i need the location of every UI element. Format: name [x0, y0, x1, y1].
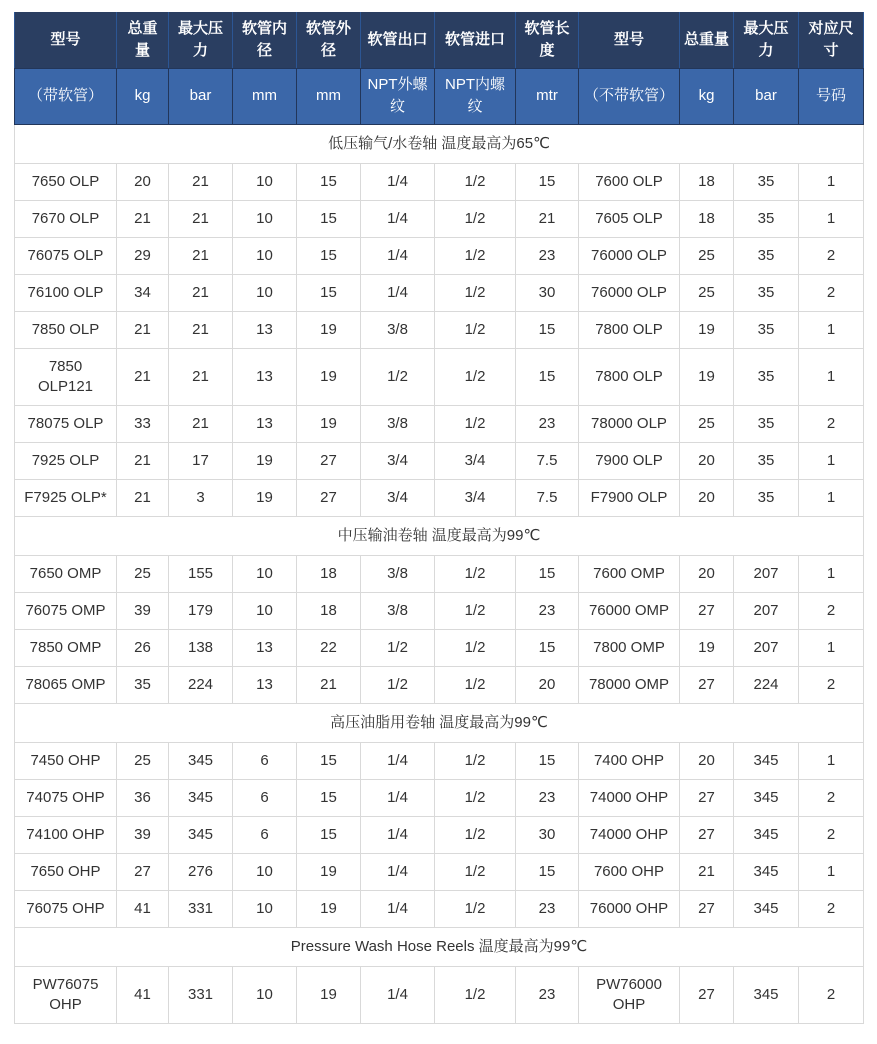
value-cell: 1 [799, 442, 864, 479]
column-unit-npt-male: NPT外螺纹 [361, 68, 435, 124]
value-cell: 15 [297, 200, 361, 237]
value-cell: 27 [680, 779, 734, 816]
value-cell: 18 [680, 200, 734, 237]
value-cell: 39 [117, 816, 169, 853]
value-cell: 21 [680, 853, 734, 890]
value-cell: 1/2 [435, 163, 516, 200]
value-cell: 10 [233, 966, 297, 1023]
value-cell: 15 [516, 629, 579, 666]
value-cell: 1/2 [435, 311, 516, 348]
value-cell: 3/4 [435, 479, 516, 516]
model-cell: 78000 OLP [579, 405, 680, 442]
model-cell: 76000 OHP [579, 890, 680, 927]
value-cell: 23 [516, 779, 579, 816]
value-cell: 29 [117, 237, 169, 274]
model-cell: 74100 OHP [15, 816, 117, 853]
value-cell: 21 [169, 348, 233, 405]
model-cell: F7900 OLP [579, 479, 680, 516]
value-cell: 345 [734, 853, 799, 890]
value-cell: 18 [297, 555, 361, 592]
value-cell: 10 [233, 890, 297, 927]
header-row-titles [15, 12, 864, 68]
value-cell: 41 [117, 890, 169, 927]
value-cell: 3/4 [361, 442, 435, 479]
spec-row [15, 405, 864, 442]
model-cell: 76075 OHP [15, 890, 117, 927]
value-cell: 6 [233, 742, 297, 779]
value-cell: 276 [169, 853, 233, 890]
value-cell: 1 [799, 348, 864, 405]
value-cell: 23 [516, 592, 579, 629]
model-cell: F7925 OLP* [15, 479, 117, 516]
value-cell: 35 [734, 479, 799, 516]
value-cell: 21 [169, 311, 233, 348]
section-title: Pressure Wash Hose Reels 温度最高为99℃ [15, 927, 864, 966]
value-cell: 19 [680, 629, 734, 666]
value-cell: 27 [680, 890, 734, 927]
value-cell: 27 [680, 592, 734, 629]
value-cell: 1/4 [361, 966, 435, 1023]
column-unit-bar-2: bar [734, 68, 799, 124]
value-cell: 19 [297, 966, 361, 1023]
value-cell: 10 [233, 163, 297, 200]
column-header-hose-inner-diameter: 软管内径 [233, 12, 297, 68]
value-cell: 224 [734, 666, 799, 703]
value-cell: 10 [233, 592, 297, 629]
spec-row [15, 274, 864, 311]
value-cell: 1/2 [435, 237, 516, 274]
value-cell: 2 [799, 405, 864, 442]
value-cell: 1/4 [361, 816, 435, 853]
model-cell: 78075 OLP [15, 405, 117, 442]
value-cell: 1 [799, 311, 864, 348]
model-cell: 76000 OLP [579, 237, 680, 274]
spec-row [15, 442, 864, 479]
value-cell: 13 [233, 405, 297, 442]
value-cell: 13 [233, 348, 297, 405]
value-cell: 21 [297, 666, 361, 703]
value-cell: 1/2 [435, 966, 516, 1023]
model-cell: 7605 OLP [579, 200, 680, 237]
value-cell: 35 [734, 405, 799, 442]
value-cell: 1/4 [361, 853, 435, 890]
model-cell: 7400 OHP [579, 742, 680, 779]
value-cell: 1/2 [435, 666, 516, 703]
value-cell: 25 [680, 405, 734, 442]
model-cell: 7800 OMP [579, 629, 680, 666]
value-cell: 15 [297, 163, 361, 200]
model-cell: 7650 OMP [15, 555, 117, 592]
value-cell: 345 [734, 890, 799, 927]
spec-row [15, 348, 864, 405]
value-cell: 1 [799, 163, 864, 200]
value-cell: 23 [516, 405, 579, 442]
column-header-model-without-hose: 型号 [579, 12, 680, 68]
model-cell: 78065 OMP [15, 666, 117, 703]
value-cell: 207 [734, 592, 799, 629]
value-cell: 331 [169, 966, 233, 1023]
value-cell: 15 [297, 274, 361, 311]
value-cell: 35 [734, 442, 799, 479]
value-cell: 26 [117, 629, 169, 666]
value-cell: 20 [680, 742, 734, 779]
value-cell: 20 [680, 442, 734, 479]
value-cell: 21 [516, 200, 579, 237]
spec-row [15, 666, 864, 703]
value-cell: 19 [233, 479, 297, 516]
value-cell: 39 [117, 592, 169, 629]
value-cell: 21 [169, 237, 233, 274]
column-header-max-pressure: 最大压力 [169, 12, 233, 68]
column-unit-mtr: mtr [516, 68, 579, 124]
value-cell: 15 [297, 816, 361, 853]
value-cell: 20 [516, 666, 579, 703]
column-unit-mm-inner: mm [233, 68, 297, 124]
value-cell: 3/8 [361, 592, 435, 629]
value-cell: 35 [734, 200, 799, 237]
model-cell: 7600 OHP [579, 853, 680, 890]
value-cell: 345 [169, 779, 233, 816]
value-cell: 13 [233, 666, 297, 703]
value-cell: 1/2 [361, 629, 435, 666]
value-cell: 18 [680, 163, 734, 200]
value-cell: 1/4 [361, 163, 435, 200]
value-cell: 2 [799, 592, 864, 629]
value-cell: 7.5 [516, 442, 579, 479]
value-cell: 23 [516, 237, 579, 274]
model-cell: PW76075 OHP [15, 966, 117, 1023]
value-cell: 25 [117, 555, 169, 592]
value-cell: 1/4 [361, 890, 435, 927]
value-cell: 3/8 [361, 405, 435, 442]
value-cell: 23 [516, 890, 579, 927]
value-cell: 35 [734, 163, 799, 200]
spec-row [15, 816, 864, 853]
value-cell: 27 [297, 479, 361, 516]
model-cell: 7600 OLP [579, 163, 680, 200]
value-cell: 10 [233, 274, 297, 311]
value-cell: 19 [297, 890, 361, 927]
value-cell: 1 [799, 479, 864, 516]
value-cell: 2 [799, 890, 864, 927]
section-title-row [15, 516, 864, 555]
value-cell: 1 [799, 200, 864, 237]
column-unit-bar: bar [169, 68, 233, 124]
column-unit-with-hose: （带软管） [15, 68, 117, 124]
value-cell: 25 [117, 742, 169, 779]
header-row-units [15, 68, 864, 124]
value-cell: 1/2 [435, 200, 516, 237]
spec-row [15, 592, 864, 629]
value-cell: 18 [297, 592, 361, 629]
column-header-hose-length: 软管长度 [516, 12, 579, 68]
value-cell: 15 [297, 742, 361, 779]
value-cell: 13 [233, 311, 297, 348]
value-cell: 15 [516, 853, 579, 890]
model-cell: 7600 OMP [579, 555, 680, 592]
value-cell: 2 [799, 237, 864, 274]
value-cell: 15 [516, 311, 579, 348]
value-cell: 1/2 [435, 853, 516, 890]
value-cell: 1/2 [435, 592, 516, 629]
value-cell: 1/2 [435, 890, 516, 927]
spec-row [15, 163, 864, 200]
model-cell: PW76000 OHP [579, 966, 680, 1023]
value-cell: 19 [297, 311, 361, 348]
column-unit-kg: kg [117, 68, 169, 124]
model-cell: 76075 OLP [15, 237, 117, 274]
model-cell: 76100 OLP [15, 274, 117, 311]
column-header-max-pressure-2: 最大压力 [734, 12, 799, 68]
spec-row [15, 237, 864, 274]
value-cell: 1/2 [361, 348, 435, 405]
spec-row [15, 853, 864, 890]
value-cell: 27 [680, 666, 734, 703]
value-cell: 41 [117, 966, 169, 1023]
value-cell: 3/8 [361, 555, 435, 592]
value-cell: 345 [169, 816, 233, 853]
spec-row [15, 200, 864, 237]
value-cell: 15 [516, 163, 579, 200]
value-cell: 10 [233, 555, 297, 592]
value-cell: 2 [799, 816, 864, 853]
column-unit-kg-2: kg [680, 68, 734, 124]
hose-reel-spec-table [14, 12, 864, 1024]
value-cell: 6 [233, 779, 297, 816]
value-cell: 345 [734, 742, 799, 779]
value-cell: 1/2 [435, 742, 516, 779]
column-header-hose-outlet: 软管出口 [361, 12, 435, 68]
value-cell: 1/2 [435, 555, 516, 592]
column-header-size: 对应尺寸 [799, 12, 864, 68]
spec-row [15, 966, 864, 1023]
value-cell: 345 [734, 779, 799, 816]
value-cell: 17 [169, 442, 233, 479]
value-cell: 13 [233, 629, 297, 666]
value-cell: 15 [297, 779, 361, 816]
value-cell: 15 [516, 742, 579, 779]
value-cell: 35 [734, 274, 799, 311]
value-cell: 21 [169, 274, 233, 311]
value-cell: 345 [734, 966, 799, 1023]
value-cell: 3 [169, 479, 233, 516]
model-cell: 7670 OLP [15, 200, 117, 237]
column-header-total-weight: 总重量 [117, 12, 169, 68]
value-cell: 19 [680, 311, 734, 348]
value-cell: 1 [799, 742, 864, 779]
column-header-hose-outer-diameter: 软管外径 [297, 12, 361, 68]
model-cell: 74000 OHP [579, 816, 680, 853]
value-cell: 21 [117, 200, 169, 237]
spec-row [15, 890, 864, 927]
value-cell: 20 [680, 555, 734, 592]
value-cell: 15 [297, 237, 361, 274]
value-cell: 23 [516, 966, 579, 1023]
value-cell: 10 [233, 853, 297, 890]
value-cell: 10 [233, 200, 297, 237]
value-cell: 10 [233, 237, 297, 274]
model-cell: 76000 OLP [579, 274, 680, 311]
value-cell: 3/4 [435, 442, 516, 479]
value-cell: 1/2 [435, 779, 516, 816]
value-cell: 1/2 [435, 816, 516, 853]
section-title-row [15, 124, 864, 163]
value-cell: 1 [799, 629, 864, 666]
value-cell: 33 [117, 405, 169, 442]
spec-row [15, 779, 864, 816]
model-cell: 7450 OHP [15, 742, 117, 779]
value-cell: 20 [117, 163, 169, 200]
value-cell: 15 [516, 555, 579, 592]
value-cell: 207 [734, 555, 799, 592]
value-cell: 2 [799, 779, 864, 816]
model-cell: 7650 OLP [15, 163, 117, 200]
value-cell: 21 [169, 405, 233, 442]
value-cell: 138 [169, 629, 233, 666]
section-title-row [15, 703, 864, 742]
value-cell: 3/8 [361, 311, 435, 348]
column-header-model-with-hose: 型号 [15, 12, 117, 68]
column-header-total-weight-2: 总重量 [680, 12, 734, 68]
value-cell: 19 [297, 405, 361, 442]
value-cell: 1/4 [361, 237, 435, 274]
model-cell: 78000 OMP [579, 666, 680, 703]
value-cell: 1 [799, 555, 864, 592]
spec-row [15, 311, 864, 348]
value-cell: 30 [516, 816, 579, 853]
section-title: 中压输油卷轴 温度最高为99℃ [15, 516, 864, 555]
column-unit-size-number: 号码 [799, 68, 864, 124]
value-cell: 1/2 [435, 274, 516, 311]
spec-row [15, 629, 864, 666]
value-cell: 2 [799, 274, 864, 311]
value-cell: 21 [117, 311, 169, 348]
value-cell: 25 [680, 237, 734, 274]
value-cell: 21 [117, 348, 169, 405]
section-title: 低压输气/水卷轴 温度最高为65℃ [15, 124, 864, 163]
model-cell: 76000 OMP [579, 592, 680, 629]
value-cell: 36 [117, 779, 169, 816]
value-cell: 1/2 [435, 629, 516, 666]
value-cell: 155 [169, 555, 233, 592]
spec-row [15, 479, 864, 516]
model-cell: 74075 OHP [15, 779, 117, 816]
value-cell: 20 [680, 479, 734, 516]
spec-row [15, 555, 864, 592]
column-unit-without-hose: （不带软管） [579, 68, 680, 124]
value-cell: 15 [516, 348, 579, 405]
section-title-row [15, 927, 864, 966]
value-cell: 1/4 [361, 742, 435, 779]
model-cell: 74000 OHP [579, 779, 680, 816]
value-cell: 1/4 [361, 779, 435, 816]
value-cell: 207 [734, 629, 799, 666]
value-cell: 19 [680, 348, 734, 405]
value-cell: 27 [680, 966, 734, 1023]
model-cell: 7800 OLP [579, 311, 680, 348]
value-cell: 19 [297, 348, 361, 405]
value-cell: 25 [680, 274, 734, 311]
value-cell: 7.5 [516, 479, 579, 516]
section-title: 高压油脂用卷轴 温度最高为99℃ [15, 703, 864, 742]
value-cell: 345 [734, 816, 799, 853]
model-cell: 7925 OLP [15, 442, 117, 479]
model-cell: 7800 OLP [579, 348, 680, 405]
value-cell: 35 [734, 348, 799, 405]
model-cell: 7650 OHP [15, 853, 117, 890]
spec-row [15, 742, 864, 779]
value-cell: 35 [117, 666, 169, 703]
value-cell: 21 [169, 200, 233, 237]
value-cell: 331 [169, 890, 233, 927]
value-cell: 30 [516, 274, 579, 311]
value-cell: 6 [233, 816, 297, 853]
model-cell: 7900 OLP [579, 442, 680, 479]
value-cell: 345 [169, 742, 233, 779]
value-cell: 3/4 [361, 479, 435, 516]
model-cell: 7850 OMP [15, 629, 117, 666]
value-cell: 1/2 [361, 666, 435, 703]
value-cell: 35 [734, 237, 799, 274]
value-cell: 19 [233, 442, 297, 479]
value-cell: 1 [799, 853, 864, 890]
column-header-hose-inlet: 软管进口 [435, 12, 516, 68]
value-cell: 1/2 [435, 348, 516, 405]
model-cell: 76075 OMP [15, 592, 117, 629]
model-cell: 7850 OLP121 [15, 348, 117, 405]
value-cell: 27 [117, 853, 169, 890]
model-cell: 7850 OLP [15, 311, 117, 348]
value-cell: 1/4 [361, 200, 435, 237]
value-cell: 27 [297, 442, 361, 479]
value-cell: 21 [117, 479, 169, 516]
value-cell: 179 [169, 592, 233, 629]
column-unit-mm-outer: mm [297, 68, 361, 124]
spec-table-header [15, 12, 864, 124]
spec-table-body [15, 124, 864, 1023]
value-cell: 224 [169, 666, 233, 703]
value-cell: 27 [680, 816, 734, 853]
value-cell: 2 [799, 666, 864, 703]
value-cell: 35 [734, 311, 799, 348]
column-unit-npt-female: NPT内螺纹 [435, 68, 516, 124]
value-cell: 21 [169, 163, 233, 200]
value-cell: 22 [297, 629, 361, 666]
value-cell: 1/4 [361, 274, 435, 311]
value-cell: 2 [799, 966, 864, 1023]
value-cell: 19 [297, 853, 361, 890]
value-cell: 1/2 [435, 405, 516, 442]
value-cell: 34 [117, 274, 169, 311]
value-cell: 21 [117, 442, 169, 479]
